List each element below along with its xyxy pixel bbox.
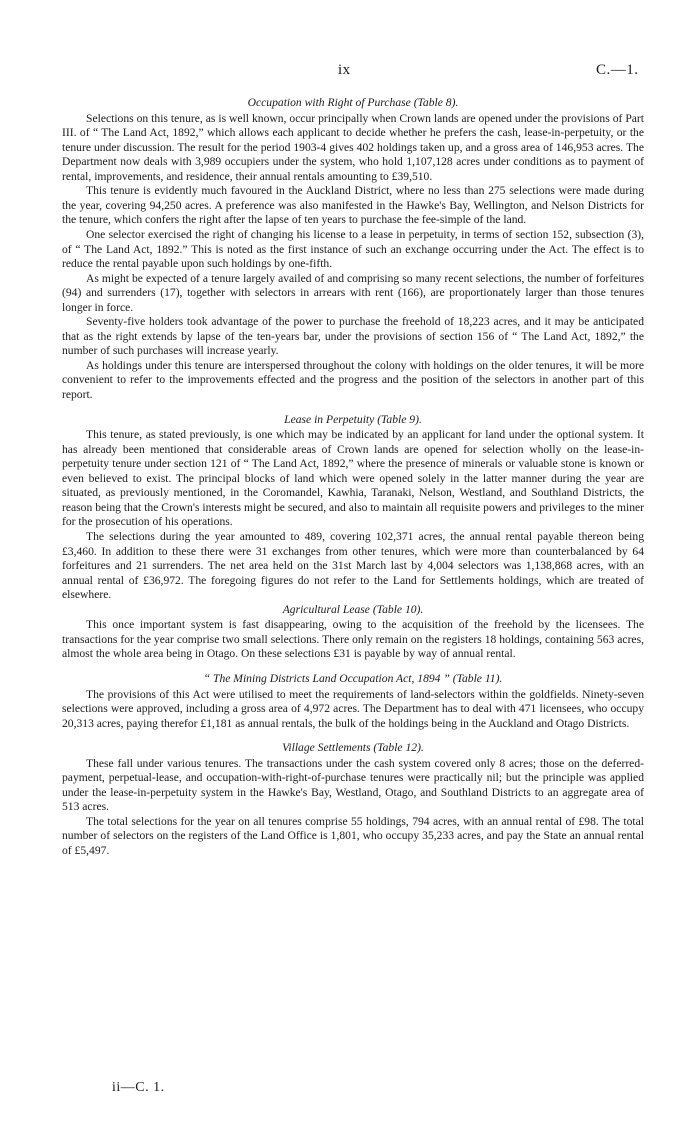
- paragraph: This tenure is evidently much favoured in the Auckland District, where no less than 275 selections were made during the year, covering 94,250 acres. A preference was also manifested in the Hawke's Bay, Wellington, and Nelson Districts for the tenure, which confers the right after the lapse of ten years to purchase the fee-simple of the land.: [62, 184, 644, 227]
- section-title-lease-in-perpetuity: Lease in Perpetuity (Table 9).: [284, 412, 422, 426]
- paragraph: Seventy-five holders took advantage of the power to purchase the freehold of 18,223 acres, and it may be anticipated that as the right extends by lapse of the ten-years bar, under the provisions of section 156 of “ The Land Act, 1892,” the number of such purchases will increase yearly.: [62, 315, 644, 358]
- paragraph: As holdings under this tenure are interspersed throughout the colony with holdings on the older tenures, it will be more convenient to refer to the improvements effected and the progress and the position of the selectors in another part of this report.: [62, 358, 644, 401]
- section-title-mining-districts: “ The Mining Districts Land Occupation Act, 1894 ” (Table 11).: [203, 671, 503, 685]
- paragraph: The provisions of this Act were utilised to meet the requirements of land-selectors within the goldfields. Ninety-seven selections were approved, including a gross area of 4,972 acres. The Department has to deal with 471 licensees, who occupy 20,313 acres, paying therefor £1,181 as annual rentals, the bulk of the holdings being in the Auckland and Otago Districts.: [62, 687, 644, 730]
- paragraph: Selections on this tenure, as is well known, occur principally when Crown lands are opened under the provisions of Part III. of “ The Land Act, 1892,” which allows each applicant to decide whether he prefers the cash, lease-in-perpetuity, or the tenure under discussion. The result for the period 1903-4 gives 402 holdings taken up, and a gross area of 146,953 acres. The Department now deals with 3,989 occupiers under the system, who hold 1,107,128 acres under conditions as to payment of rental, improvements, and residence, their annual rentals amounting to £39,510.: [62, 111, 644, 183]
- section-title-occupation: Occupation with Right of Purchase (Table 8).: [247, 96, 459, 109]
- paragraph: These fall under various tenures. The transactions under the cash system covered only 8 acres; those on the deferred-payment, perpetual-lease, and occupation-with-right-of-purchase tenures were practically nil; but the principle was applied under the lease-in-perpetuity system in the Hawke's Bay, Westland, Otago, and Southland Districts to an aggregate area of 513 acres.: [62, 756, 644, 814]
- section-title-village-settlements: Village Settlements (Table 12).: [282, 741, 424, 755]
- section-title-agricultural-lease: Agricultural Lease (Table 10).: [282, 602, 424, 616]
- paragraph: One selector exercised the right of changing his license to a lease in perpetuity, in terms of section 152, subsection (3), of “ The Land Act, 1892.” This is noted as the first instance of such an exchange occurring under the Act. The effect is to reduce the rental payable upon such holdings by one-fifth.: [62, 227, 644, 271]
- paragraph: The total selections for the year on all tenures comprise 55 holdings, 794 acres, with an annual rental of £98. The total number of selectors on the registers of the Land Office is 1,801, who occupy 35,233 acres, and pay the State an annual rental of £5,497.: [62, 814, 644, 858]
- footer-signature: ii—C. 1.: [112, 1080, 165, 1095]
- paragraph: This once important system is fast disappearing, owing to the acquisition of the freehold by the licensees. The transactions for the year comprise two small selections. There only remain on the registers 18 holdings, containing 563 acres, almost the whole area being in Otago. On these selections £31 is payable by way of annual rental.: [62, 618, 644, 661]
- paragraph: This tenure, as stated previously, is one which may be indicated by an applicant for land under the optional system. It has already been mentioned that considerable areas of Crown lands are opened for selection wholly on the lease-in-perpetuity tenure under section 121 of “ The Land Act, 1892,” where the presence of minerals or valuable stone is known or even believed to exist. The principal blocks of land which were opened solely in the latter manner during the year are situated, as previously mentioned, in the Coromandel, Kawhia, Taranaki, Nelson, Westland, and Southland Districts, the reason being that the Crown's interests might be secured, and also to maintain all requisite powers and privileges to the miner for the prosecution of his operations.: [62, 428, 644, 529]
- document-body: [62, 96, 644, 859]
- document-code: C.—1.: [596, 62, 639, 78]
- paragraph: The selections during the year amounted to 489, covering 102,371 acres, the annual rental payable thereon being £3,460. In addition to these there were 31 exchanges from other tenures, which were more than counterbalanced by 64 forfeitures and 21 surrenders. The net area held on the 31st March last by 4,004 selectors was 1,138,868 acres, with an annual rental of £36,972. The foregoing figures do not refer to the Land for Settlements holdings, which are treated of elsewhere.: [62, 529, 644, 602]
- paragraph: As might be expected of a tenure largely availed of and comprising so many recent selections, the number of forfeitures (94) and surrenders (17), together with selectors in arrears with rent (166), are proportionately larger than those tenures longer in force.: [62, 271, 644, 314]
- page-number: ix: [338, 62, 351, 78]
